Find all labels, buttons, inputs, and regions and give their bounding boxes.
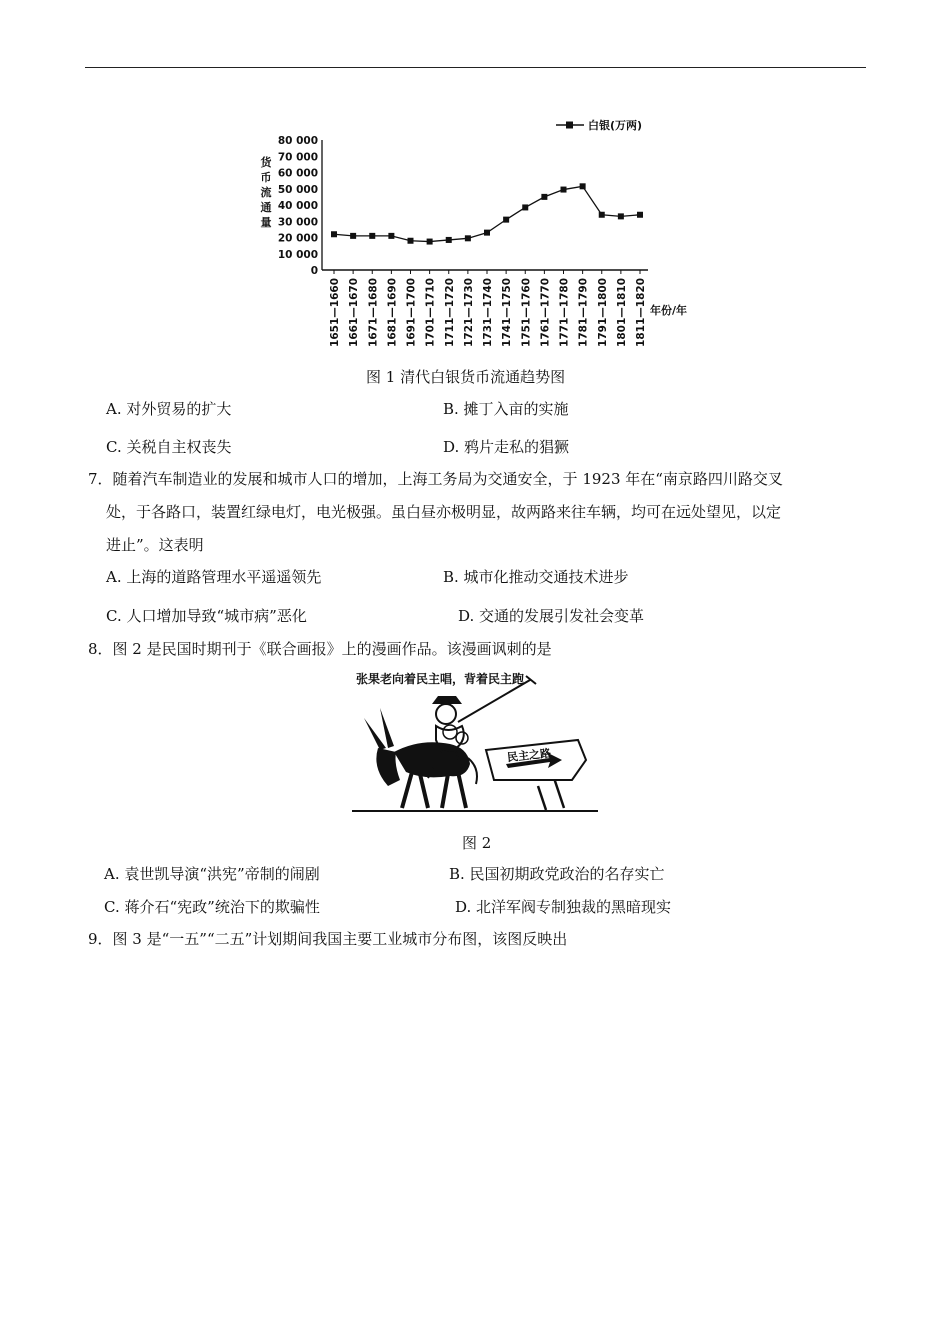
q7-stem-line-2: 处，于各路口，装置红绿电灯，电光极强。虽白昼亦极明显，故两路来往车辆，均可在远处望见，以定 xyxy=(106,503,782,521)
q6-option-c: C. 关税自主权丧失 xyxy=(106,438,232,456)
x-tick-label: 1771—1780 xyxy=(558,278,571,347)
q7-stem-line-3: 进止”。这表明 xyxy=(106,536,204,554)
figure-2-cartoon xyxy=(350,668,600,818)
data-point xyxy=(408,238,414,244)
data-point xyxy=(522,204,528,210)
y-tick-label: 20 000 xyxy=(277,232,318,245)
q8-option-d: D. 北洋军阀专制独裁的黑暗现实 xyxy=(455,898,672,916)
q7-option-c: C. 人口增加导致“城市病”恶化 xyxy=(106,607,307,625)
q7-option-a: A. 上海的道路管理水平遥遥领先 xyxy=(106,568,322,586)
silver-circulation-chart xyxy=(250,110,710,350)
y-axis-label-char: 通 xyxy=(260,201,272,214)
x-tick-label: 1681—1690 xyxy=(386,278,399,347)
q9-stem: 9．图 3 是“一五”“二五”计划期间我国主要工业城市分布图，该图反映出 xyxy=(88,930,568,948)
data-point xyxy=(427,239,433,245)
data-point xyxy=(580,183,586,189)
x-tick-label: 1801—1810 xyxy=(615,278,628,347)
y-tick-label: 70 000 xyxy=(277,151,318,164)
data-point xyxy=(465,235,471,241)
y-tick-label: 40 000 xyxy=(277,200,318,212)
data-point xyxy=(541,194,547,200)
x-tick-label: 1661—1670 xyxy=(348,278,361,347)
x-tick-label: 1751—1760 xyxy=(520,278,533,347)
q6-option-d: D. 鸦片走私的猖獗 xyxy=(443,438,570,456)
x-tick-label: 1721—1730 xyxy=(462,278,475,347)
data-point xyxy=(618,213,624,219)
data-point xyxy=(369,233,375,239)
y-axis-label xyxy=(261,155,273,229)
figure-1-caption: 图 1 清代白银货币流通趋势图 xyxy=(366,368,566,386)
x-tick-label: 1761—1770 xyxy=(539,278,552,347)
q7-option-b: B. 城市化推动交通技术进步 xyxy=(443,568,629,586)
legend-label-silver: 白银(万两) xyxy=(588,119,643,132)
q7-option-d: D. 交通的发展引发社会变革 xyxy=(458,607,645,625)
x-tick-label: 1791—1800 xyxy=(596,278,609,347)
data-point xyxy=(637,212,643,218)
y-axis-label-char: 流 xyxy=(260,186,272,199)
q8-option-a: A. 袁世凯导演“洪宪”帝制的闹剧 xyxy=(104,865,320,883)
x-tick-label: 1741—1750 xyxy=(501,278,514,347)
legend xyxy=(556,118,642,132)
x-tick-label: 1811—1820 xyxy=(635,278,647,347)
figure-2-caption: 图 2 xyxy=(462,834,492,852)
data-point xyxy=(599,212,605,218)
y-tick-label: 30 000 xyxy=(277,216,318,229)
x-tick-label: 1651—1660 xyxy=(329,278,341,347)
cartoon-drawing xyxy=(350,668,600,818)
q7-stem-line-1: 7．随着汽车制造业的发展和城市人口的增加，上海工务局为交通安全，于 1923 年在“南京路四川路交叉 xyxy=(88,470,783,488)
y-axis-label-char: 量 xyxy=(260,216,272,229)
y-tick-label: 10 000 xyxy=(277,248,318,261)
header-rule xyxy=(85,67,866,68)
x-tick-label: 1711—1720 xyxy=(443,278,456,347)
y-tick-label: 0 xyxy=(310,265,318,277)
data-point xyxy=(484,230,490,236)
x-tick-label: 1731—1740 xyxy=(482,278,494,347)
data-point xyxy=(561,187,567,193)
data-point xyxy=(331,231,337,237)
data-point xyxy=(446,237,452,243)
cartoon-caption: 张果老向着民主唱，背着民主跑 xyxy=(356,672,525,686)
x-tick-label: 1671—1680 xyxy=(367,278,380,347)
q8-option-c: C. 蒋介石“宪政”统治下的欺骗性 xyxy=(104,898,320,916)
data-point xyxy=(388,233,394,239)
y-tick-label: 80 000 xyxy=(277,135,318,147)
road-sign-label: 民主之路 xyxy=(506,746,552,765)
data-point xyxy=(350,233,356,239)
data-point xyxy=(503,217,509,223)
x-tick-label: 1781—1790 xyxy=(577,278,590,347)
x-tick-label: 1701—1710 xyxy=(424,278,437,347)
q6-option-a: A. 对外贸易的扩大 xyxy=(106,400,232,418)
q8-stem: 8．图 2 是民国时期刊于《联合画报》上的漫画作品。该漫画讽刺的是 xyxy=(88,640,552,658)
y-axis-label-char: 货 xyxy=(260,156,272,169)
q6-option-b: B. 摊丁入亩的实施 xyxy=(443,400,569,418)
y-tick-label: 60 000 xyxy=(277,167,318,180)
q8-option-b: B. 民国初期政党政治的名存实亡 xyxy=(449,865,665,883)
x-axis-label: 年份/年 xyxy=(650,304,688,317)
y-axis-label-char: 币 xyxy=(260,171,272,184)
y-tick-label: 50 000 xyxy=(277,183,318,196)
x-tick-label: 1691—1700 xyxy=(405,278,418,347)
